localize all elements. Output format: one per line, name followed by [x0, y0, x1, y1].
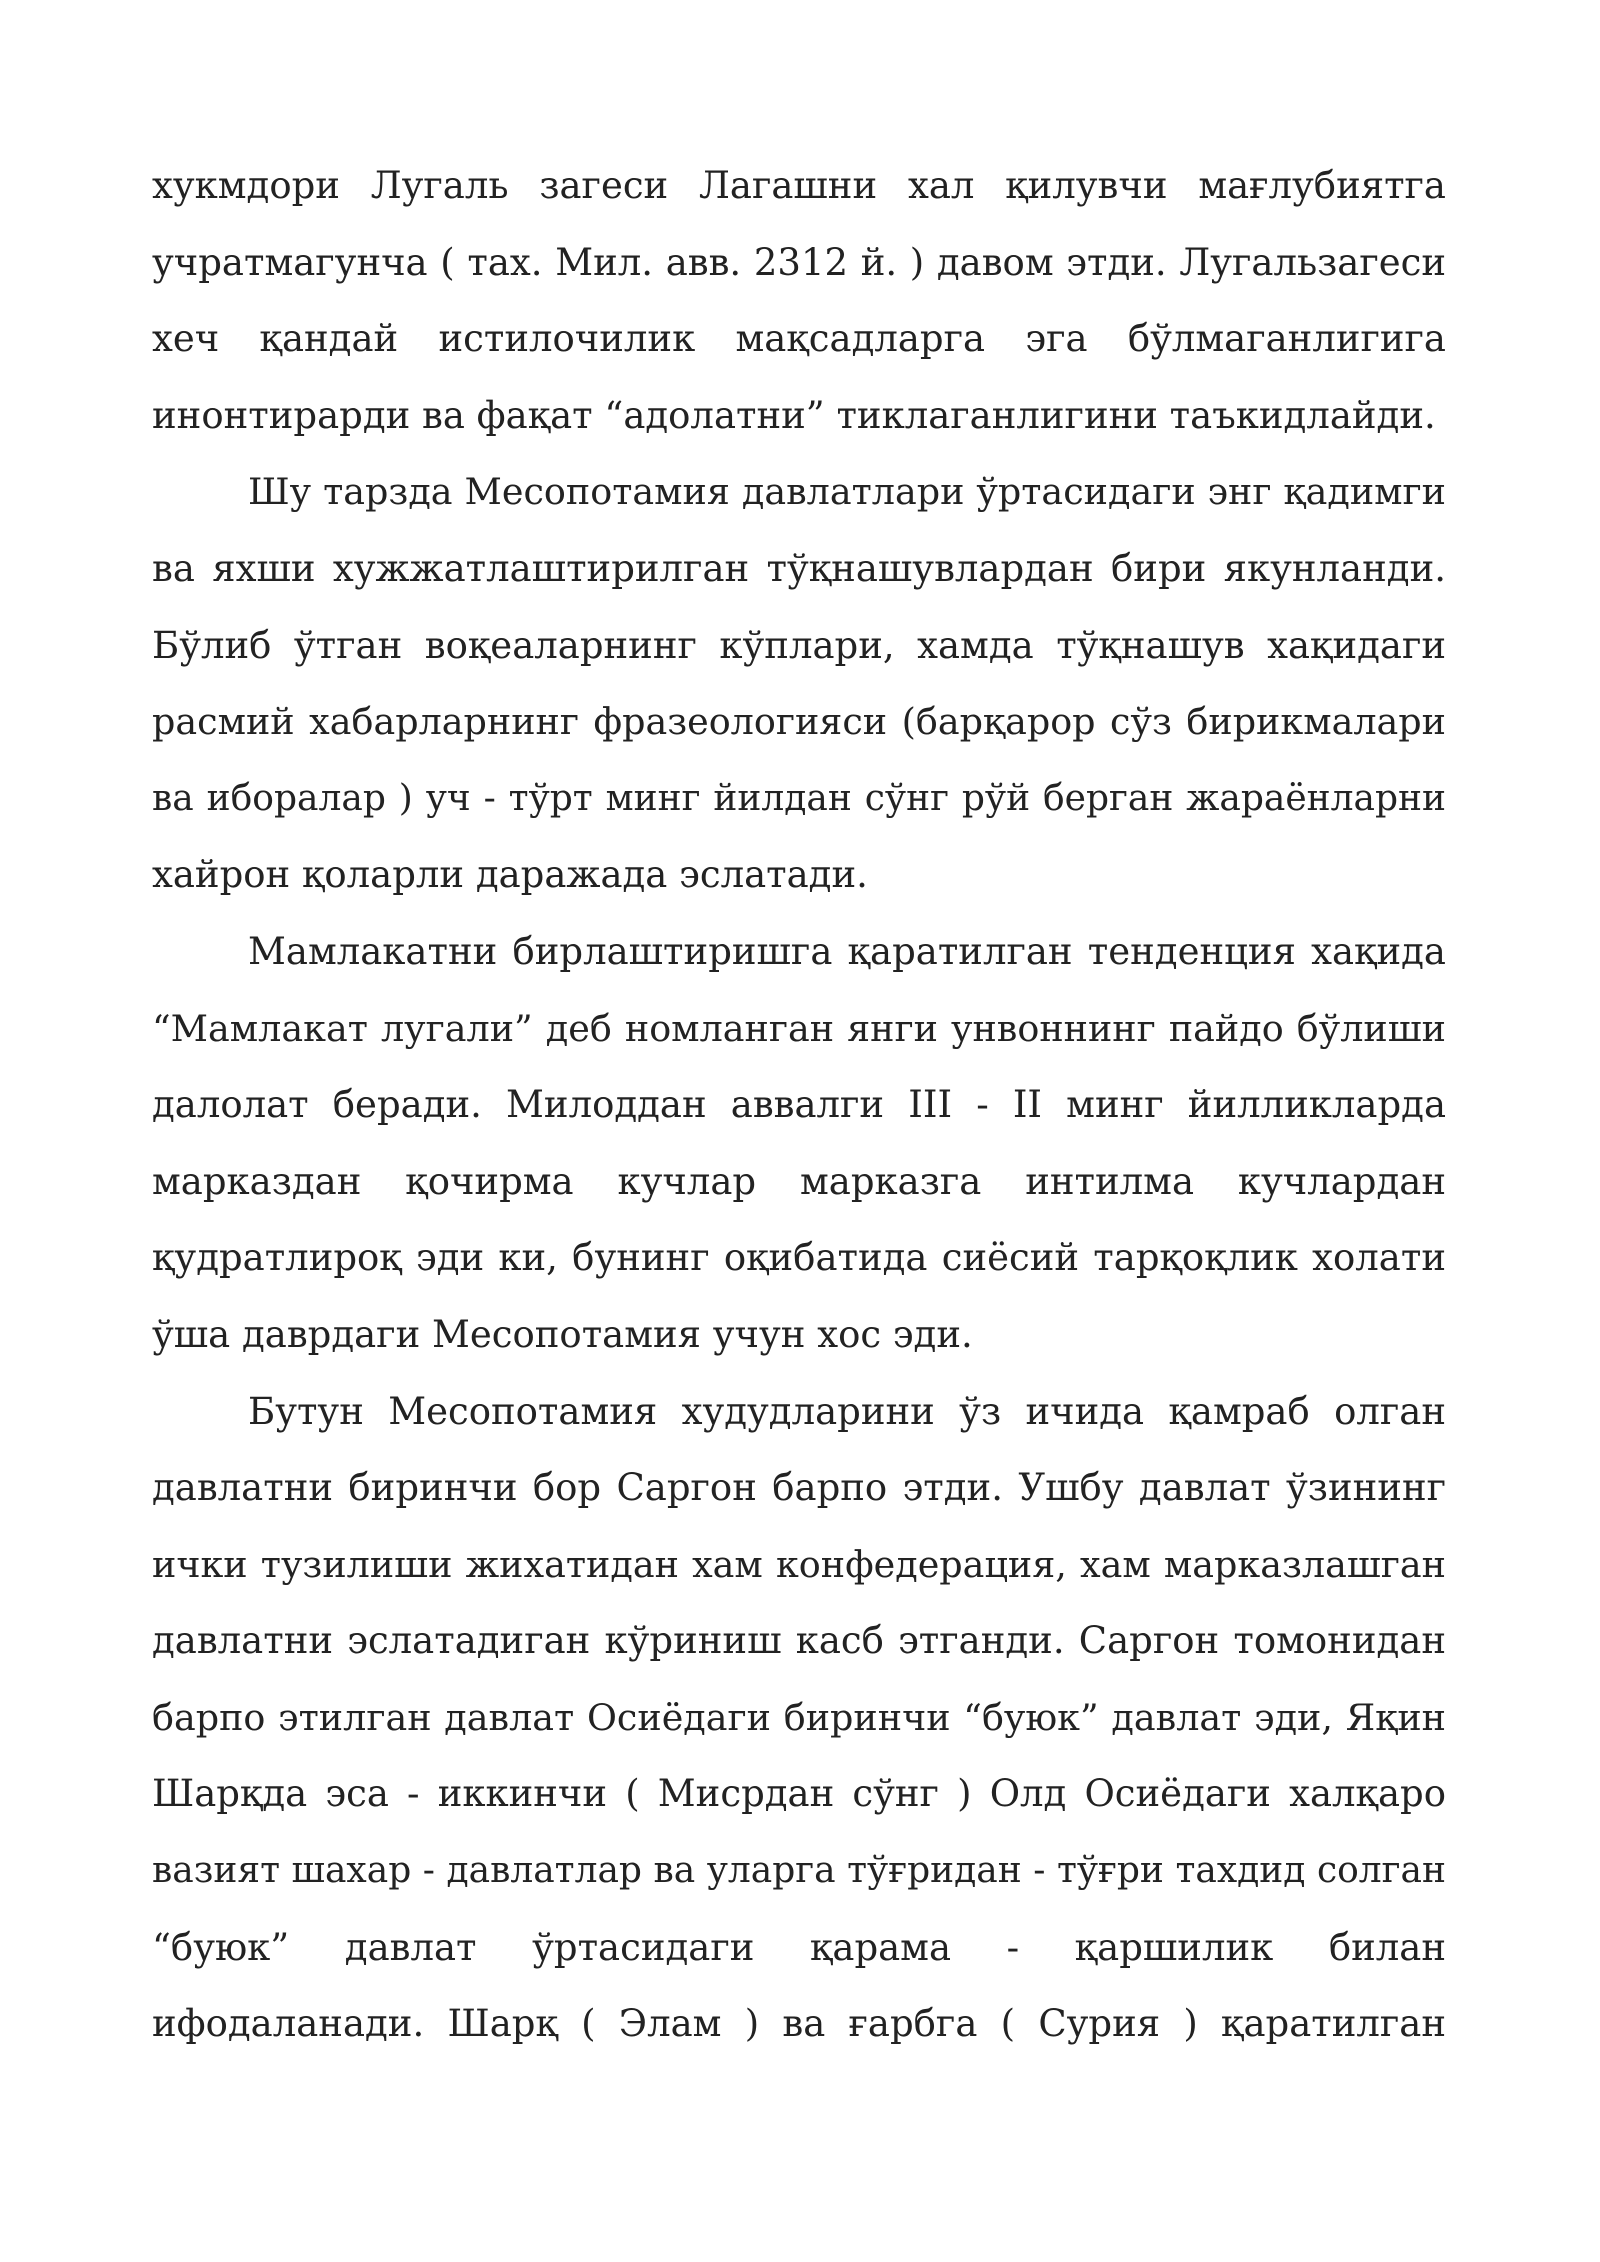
text-line: инонтирарди ва фақат “адолатни” тиклаганлигини таъкидлайди. [152, 393, 1436, 437]
text-line: Шарқда эса - иккинчи ( Мисрдан сўнг ) Олд Осиёдаги халқаро [152, 1772, 1446, 1816]
text-line: ва иборалар ) уч - тўрт минг йилдан сўнг рўй берган жараёнларни [152, 777, 1446, 819]
text-line: хайрон қоларли даражада эслатади. [152, 853, 868, 897]
text-line: Мамлакатни бирлаштиришга қаратилган тенденция хақида [248, 929, 1446, 973]
text-line: “буюк” давлат ўртасидаги қарама - қаршилик билан [152, 1925, 1446, 1969]
text-line: Шу тарзда Месопотамия давлатлари ўртасидаги энг қадимги [248, 470, 1446, 514]
text-line: қудратлироқ эди ки, бунинг оқибатида сиёсий тарқоқлик холати [152, 1236, 1446, 1280]
text-line: барпо этилган давлат Осиёдаги биринчи “буюк” давлат эди, Яқин [152, 1695, 1446, 1739]
text-line: Бўлиб ўтган воқеаларнинг кўплари, хамда тўқнашув хақидаги [152, 623, 1446, 667]
text-line: давлатни биринчи бор Саргон барпо этди. Ушбу давлат ўзининг [152, 1466, 1446, 1510]
text-line: учратмагунча ( тах. Мил. авв. 2312 й. ) давом этди. Лугальзагеси [152, 240, 1446, 284]
text-line: хукмдори Лугаль загеси Лагашни хал қилувчи мағлубиятга [152, 164, 1446, 207]
text-line: ички тузилиши жихатидан хам конфедерация, хам марказлашган [152, 1542, 1446, 1586]
text-line: ўша даврдаги Месопотамия учун хос эди. [152, 1312, 973, 1356]
text-line: хеч қандай истилочилик мақсадларга эга бўлмаганлигига [152, 317, 1446, 361]
text-line: “Мамлакат лугали” деб номланган янги унвоннинг пайдо бўлиши [152, 1006, 1446, 1050]
text-line: давлатни эслатадиган кўриниш касб этганди. Саргон томонидан [152, 1619, 1446, 1663]
text-line: расмий хабарларнинг фразеологияси (барқарор сўз бирикмалари [152, 700, 1446, 744]
text-line: марказдан қочирма кучлар марказга интилма кучлардан [152, 1159, 1446, 1203]
body-text [152, 148, 1446, 2063]
text-line: ифодаланади. Шарқ ( Элам ) ва ғарбга ( Сурия ) қаратилган [152, 2002, 1446, 2046]
text-line: Бутун Месопотамия худудларини ўз ичида қамраб олган [248, 1389, 1446, 1433]
text-line: вазият шахар - давлатлар ва уларга тўғридан - тўғри тахдид солган [152, 1850, 1446, 1892]
text-line: ва яхши хужжатлаштирилган тўқнашувлардан бири якунланди. [152, 546, 1446, 590]
text-line: далолат беради. Милоддан аввалги III - II минг йилликларда [152, 1083, 1446, 1127]
